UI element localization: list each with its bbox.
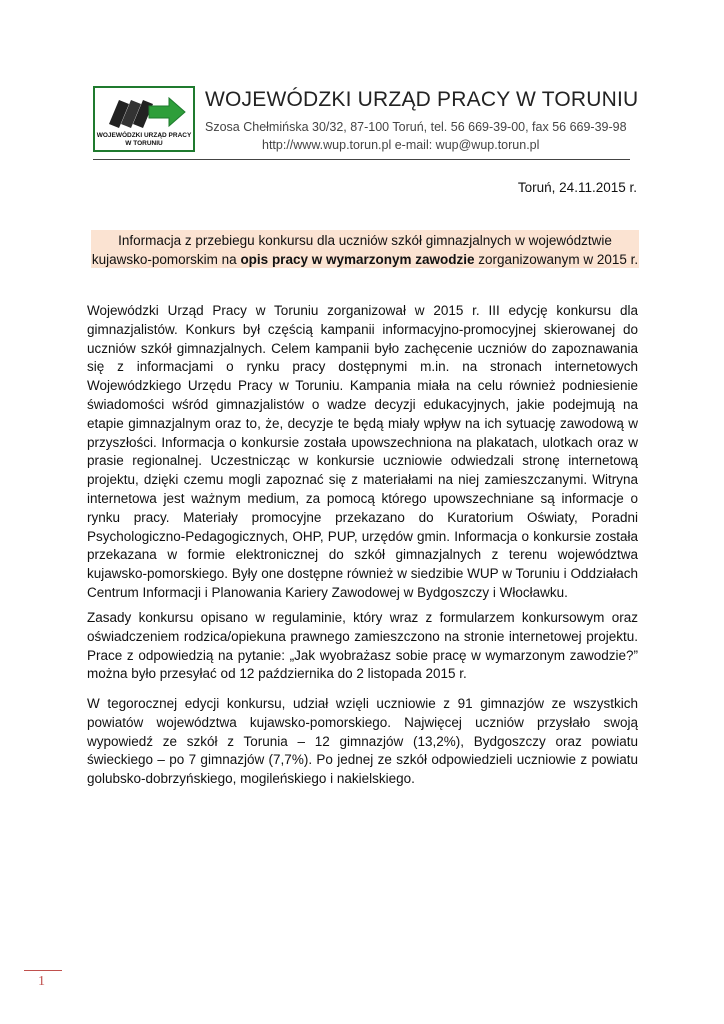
wup-logo [93, 86, 195, 152]
header-divider [93, 159, 630, 160]
info-box-line-1: Informacja z przebiegu konkursu dla uczniów szkół gimnazjalnych w województwie [118, 233, 612, 248]
logo-text: WOJEWÓDZKI URZĄD PRACY W TORUNIU [96, 132, 192, 147]
info-box-line-2 [91, 250, 639, 269]
date-line: Toruń, 24.11.2015 r. [517, 180, 637, 195]
info-box [91, 230, 639, 268]
paragraph-3: W tegorocznej edycji konkursu, udział wzięli uczniowie z 91 gimnazjów ze wszystkich powiatów województwa kujawsko-pomorskiego. Najwięcej uczniów przysłało swoją wypowiedź ze szkół z Torunia – 12 gimnazjów (13,2%), Bydgoszczy oraz powiatu świeckiego – po 7 gimnazjów (7,7%). Po jednej ze szkół odpowiedzieli uczniowie z powiatu golubsko-dobrzyńskiego, mogileńskiego i nakielskiego. [87, 696, 638, 787]
info-box-bold-text: opis pracy w wymarzonym zawodzie [240, 252, 475, 267]
org-name: WOJEWÓDZKI URZĄD PRACY W TORUNIU [205, 88, 639, 111]
org-address: Szosa Chełmińska 30/32, 87-100 Toruń, tel. 56 669-39-00, fax 56 669-39-98 [205, 120, 627, 134]
paragraph-2: Zasady konkursu opisano w regulaminie, który wraz z formularzem konkursowym oraz oświadczeniem rodzica/opiekuna prawnego zamieszczono na stronie internetowej projektu. Prace z odpowiedzią na pytanie: „Jak wyobrażasz sobie pracę w wymarzonym zawodzie?” można było przesyłać od 12 października do 2 listopada 2015 r. [87, 610, 638, 682]
info-box-text-end: zorganizowanym w 2015 r. [474, 252, 639, 267]
paragraph-1: Wojewódzki Urząd Pracy w Toruniu zorganizował w 2015 r. III edycję konkursu dla gimnazjalistów. Konkurs był częścią kampanii informacyjno-promocyjnej skierowanej do uczniów szkół gimnazjalnych. Celem kampanii było zachęcenie uczniów do zapoznawania się z informacjami o rynku pracy dostępnymi m.in. na stronach internetowych Wojewódzkiego Urzędu Pracy w Toruniu. Kampania miała na celu również podniesienie świadomości wśród gimnazjalistów o wadze decyzji edukacyjnych, jakie podejmują na etapie gimnazjalnym oraz to, że, decyzje te będą miały wpływ na ich sytuację zawodową w przyszłości. Informacja o konkursie została upowszechniona na plakatach, ulotkach oraz w prasie regionalnej. Uczestnicząc w konkursie uczniowie odwiedzali stronę internetową projektu, dzięki czemu mogli zapoznać się z materiałami na niej zamieszczanymi. Witryna internetowa jest ważnym medium, za pomocą którego upowszechniane są informacje o rynku pracy. Materiały promocyjne przekazano do Kuratorium Oświaty, Poradni Psychologiczno-Pedagogicznych, OHP, PUP, urzędów gmin. Informacja o konkursie została przekazana w formie elektronicznej do szkół gimnazjalnych z terenu województwa kujawsko-pomorskiego. Były one dostępne również w siedzibie WUP w Toruniu i Oddziałach Centrum Informacji i Planowania Kariery Zawodowej w Bydgoszczy i Włocławku. [87, 303, 638, 600]
footer-divider [24, 970, 62, 971]
info-box-text: kujawsko-pomorskim na [91, 252, 241, 267]
arrow-logo-icon [103, 94, 187, 130]
org-contact: http://www.wup.torun.pl e-mail: wup@wup.torun.pl [262, 138, 540, 152]
page-number: 1 [38, 974, 45, 989]
